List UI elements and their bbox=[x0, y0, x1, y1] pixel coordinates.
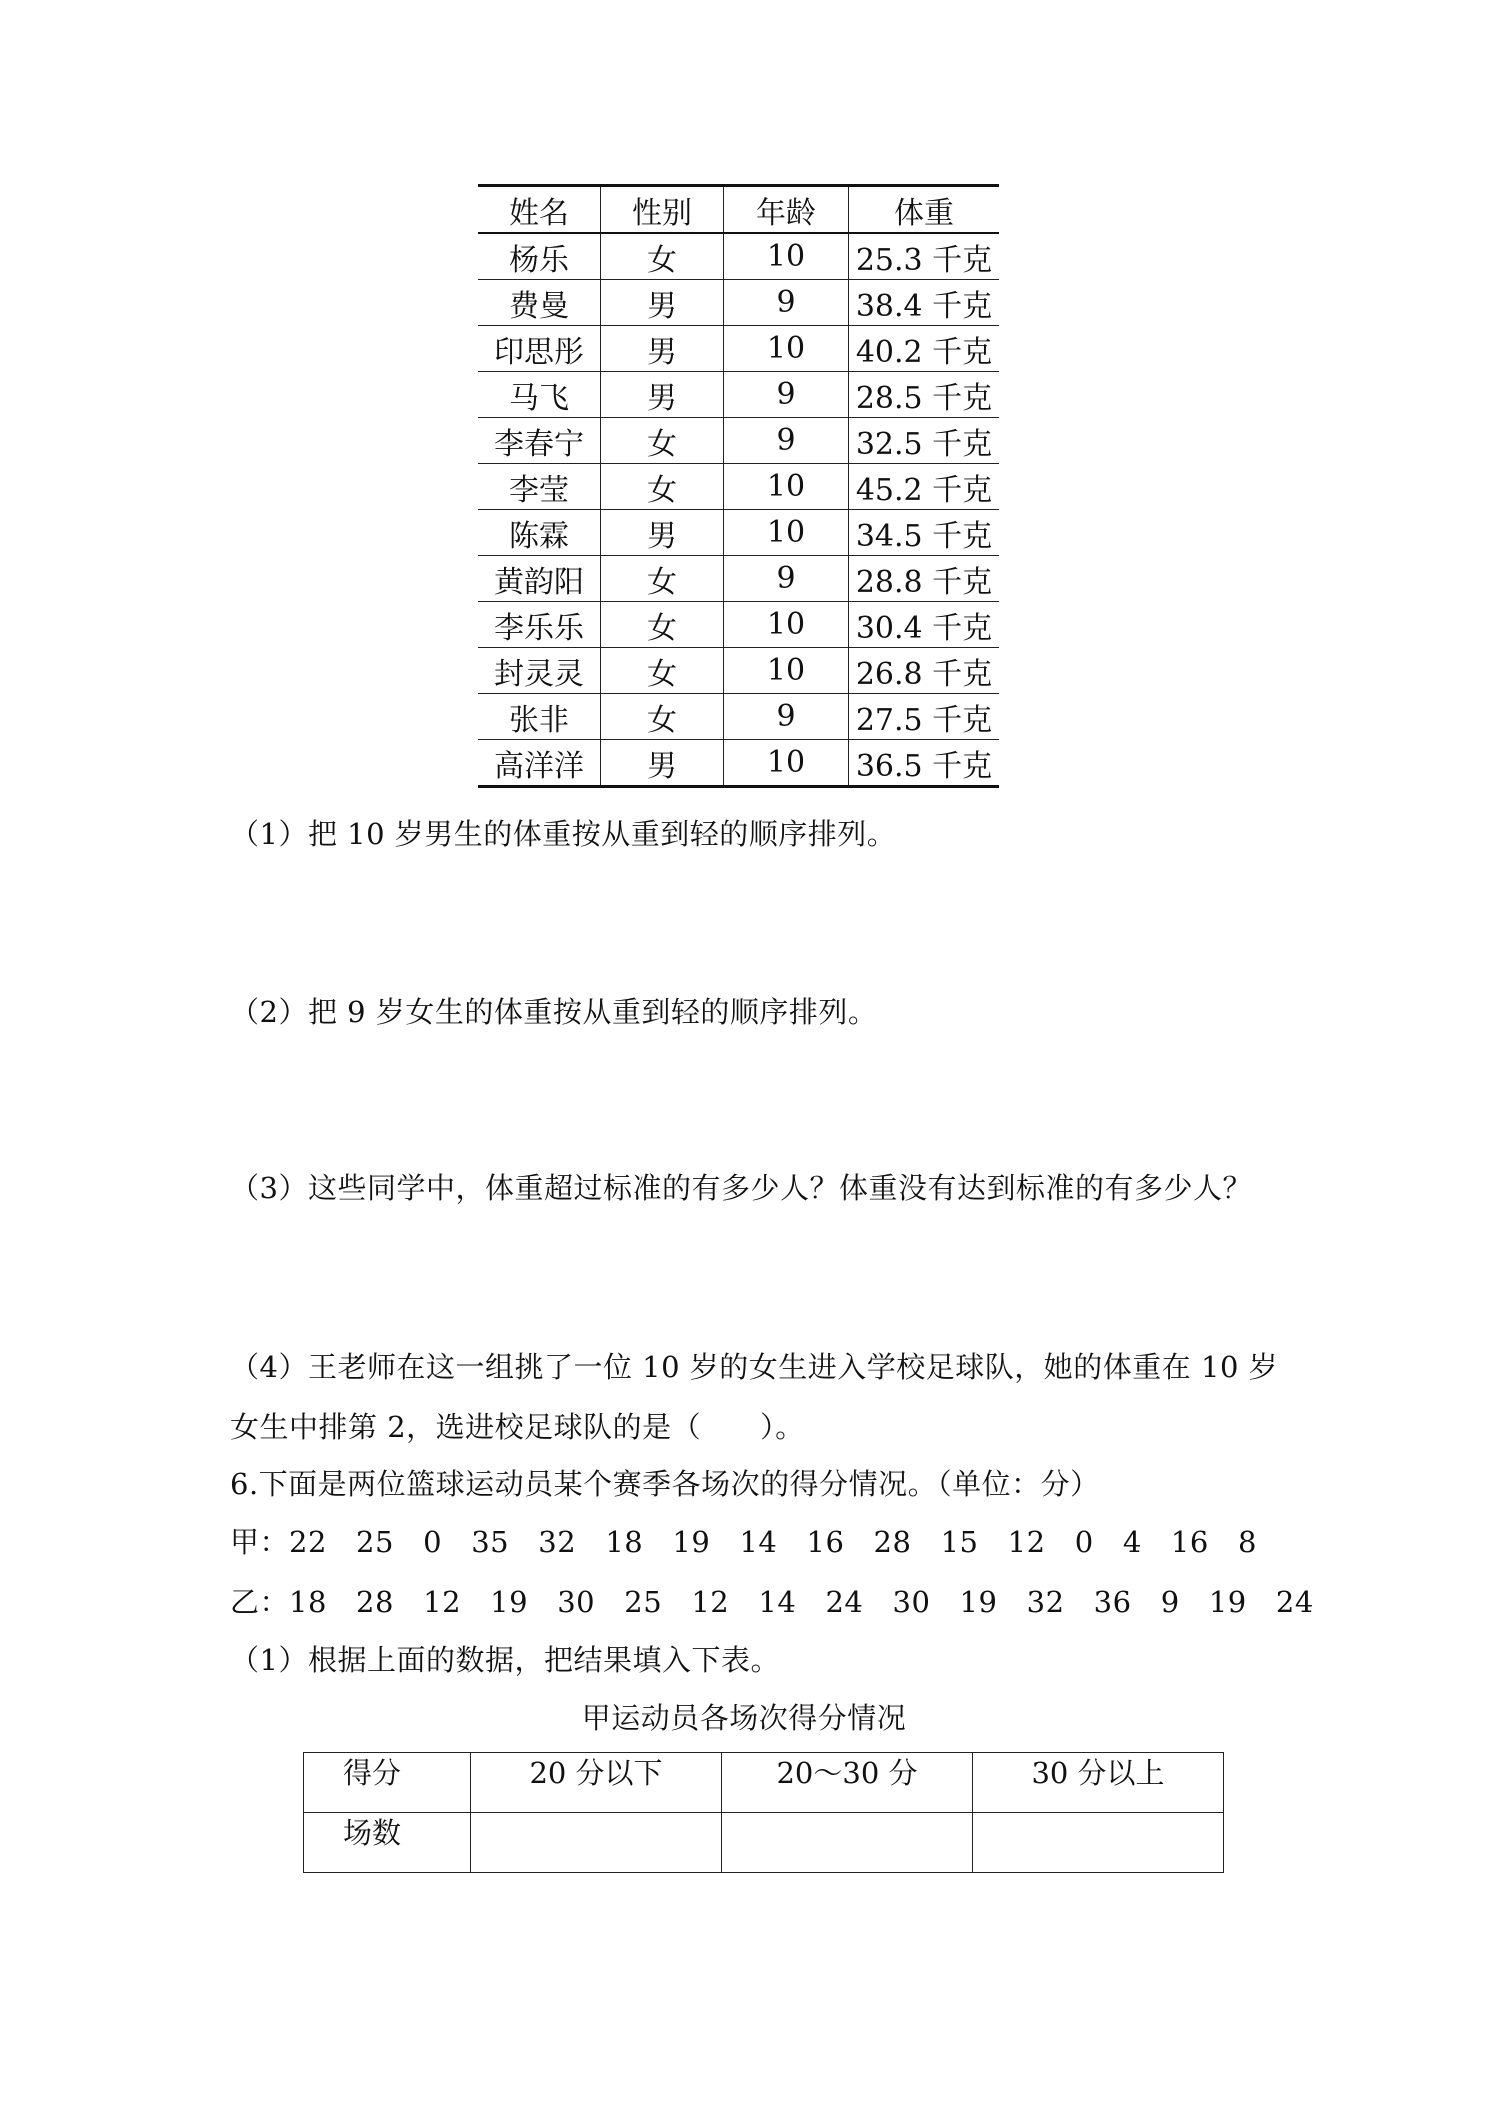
cell-name: 李莹 bbox=[478, 464, 601, 510]
cell-gender: 女 bbox=[601, 556, 724, 602]
cell-age: 9 bbox=[724, 280, 849, 326]
table-row bbox=[478, 556, 999, 602]
cell-age: 10 bbox=[724, 464, 849, 510]
score-label: 得分 bbox=[304, 1753, 471, 1813]
cell-weight: 32.5 千克 bbox=[849, 418, 1000, 464]
table-row bbox=[478, 694, 999, 740]
cell-weight: 26.8 千克 bbox=[849, 648, 1000, 694]
cell-age: 10 bbox=[724, 510, 849, 556]
score-header-row bbox=[304, 1753, 1224, 1813]
cell-name: 马飞 bbox=[478, 372, 601, 418]
header-age: 年龄 bbox=[724, 186, 849, 234]
cell-gender: 女 bbox=[601, 418, 724, 464]
cell-name: 费曼 bbox=[478, 280, 601, 326]
header-weight: 体重 bbox=[849, 186, 1000, 234]
cell-age: 9 bbox=[724, 372, 849, 418]
table-row bbox=[478, 418, 999, 464]
cell-gender: 女 bbox=[601, 233, 724, 280]
table-row bbox=[478, 233, 999, 280]
table-row bbox=[478, 510, 999, 556]
cell-weight: 40.2 千克 bbox=[849, 326, 1000, 372]
cell-gender: 女 bbox=[601, 464, 724, 510]
cell-weight: 34.5 千克 bbox=[849, 510, 1000, 556]
cell-gender: 男 bbox=[601, 372, 724, 418]
cell-weight: 28.5 千克 bbox=[849, 372, 1000, 418]
answer-cell-above-30[interactable] bbox=[973, 1813, 1224, 1873]
cell-weight: 30.4 千克 bbox=[849, 602, 1000, 648]
student-weight-table bbox=[478, 184, 999, 788]
cell-weight: 28.8 千克 bbox=[849, 556, 1000, 602]
cell-age: 10 bbox=[724, 602, 849, 648]
header-gender: 性别 bbox=[601, 186, 724, 234]
cell-name: 封灵灵 bbox=[478, 648, 601, 694]
score-range-below-20: 20 分以下 bbox=[471, 1753, 722, 1813]
question-3: （3）这些同学中，体重超过标准的有多少人？体重没有达到标准的有多少人？ bbox=[230, 1171, 1252, 1205]
table-row bbox=[478, 740, 999, 787]
cell-name: 印思彤 bbox=[478, 326, 601, 372]
cell-weight: 27.5 千克 bbox=[849, 694, 1000, 740]
cell-age: 9 bbox=[724, 694, 849, 740]
problem-6-question-1: （1）根据上面的数据，把结果填入下表。 bbox=[230, 1643, 780, 1677]
cell-gender: 男 bbox=[601, 280, 724, 326]
cell-age: 10 bbox=[724, 740, 849, 787]
table-header-row bbox=[478, 186, 999, 234]
cell-age: 10 bbox=[724, 648, 849, 694]
score-range-20-30: 20～30 分 bbox=[722, 1753, 973, 1813]
header-name: 姓名 bbox=[478, 186, 601, 234]
table-row bbox=[478, 602, 999, 648]
cell-age: 9 bbox=[724, 556, 849, 602]
cell-name: 陈霖 bbox=[478, 510, 601, 556]
question-2: （2）把 9 岁女生的体重按从重到轻的顺序排列。 bbox=[230, 995, 878, 1029]
table-row bbox=[478, 648, 999, 694]
cell-gender: 男 bbox=[601, 326, 724, 372]
cell-name: 张非 bbox=[478, 694, 601, 740]
score-range-above-30: 30 分以上 bbox=[973, 1753, 1224, 1813]
question-4-line-2: 女生中排第 2，选进校足球队的是（ ）。 bbox=[230, 1410, 805, 1444]
problem-6-intro: 6.下面是两位篮球运动员某个赛季各场次的得分情况。（单位：分） bbox=[230, 1467, 1100, 1501]
cell-name: 高洋洋 bbox=[478, 740, 601, 787]
table-row bbox=[478, 326, 999, 372]
cell-gender: 女 bbox=[601, 694, 724, 740]
cell-name: 杨乐 bbox=[478, 233, 601, 280]
cell-gender: 男 bbox=[601, 740, 724, 787]
table-row bbox=[478, 372, 999, 418]
cell-age: 10 bbox=[724, 233, 849, 280]
question-1: （1）把 10 岁男生的体重按从重到轻的顺序排列。 bbox=[230, 817, 897, 851]
answer-cell-below-20[interactable] bbox=[471, 1813, 722, 1873]
cell-name: 黄韵阳 bbox=[478, 556, 601, 602]
cell-age: 9 bbox=[724, 418, 849, 464]
score-table bbox=[303, 1752, 1224, 1873]
table-row bbox=[478, 464, 999, 510]
answer-cell-20-30[interactable] bbox=[722, 1813, 973, 1873]
cell-name: 李春宁 bbox=[478, 418, 601, 464]
player-jia-scores: 甲：22 25 0 35 32 18 19 14 16 28 15 12 0 4 16 8 bbox=[230, 1525, 1257, 1559]
cell-weight: 38.4 千克 bbox=[849, 280, 1000, 326]
cell-weight: 36.5 千克 bbox=[849, 740, 1000, 787]
games-count-row bbox=[304, 1813, 1224, 1873]
cell-gender: 女 bbox=[601, 648, 724, 694]
cell-weight: 45.2 千克 bbox=[849, 464, 1000, 510]
cell-gender: 男 bbox=[601, 510, 724, 556]
games-count-label: 场数 bbox=[304, 1813, 471, 1873]
cell-name: 李乐乐 bbox=[478, 602, 601, 648]
cell-weight: 25.3 千克 bbox=[849, 233, 1000, 280]
cell-gender: 女 bbox=[601, 602, 724, 648]
score-table-title: 甲运动员各场次得分情况 bbox=[581, 1701, 907, 1735]
table-row bbox=[478, 280, 999, 326]
question-4-line-1: （4）王老师在这一组挑了一位 10 岁的女生进入学校足球队，她的体重在 10 岁 bbox=[230, 1350, 1279, 1384]
player-yi-scores: 乙：18 28 12 19 30 25 12 14 24 30 19 32 36 9 19 24 bbox=[230, 1585, 1314, 1619]
cell-age: 10 bbox=[724, 326, 849, 372]
